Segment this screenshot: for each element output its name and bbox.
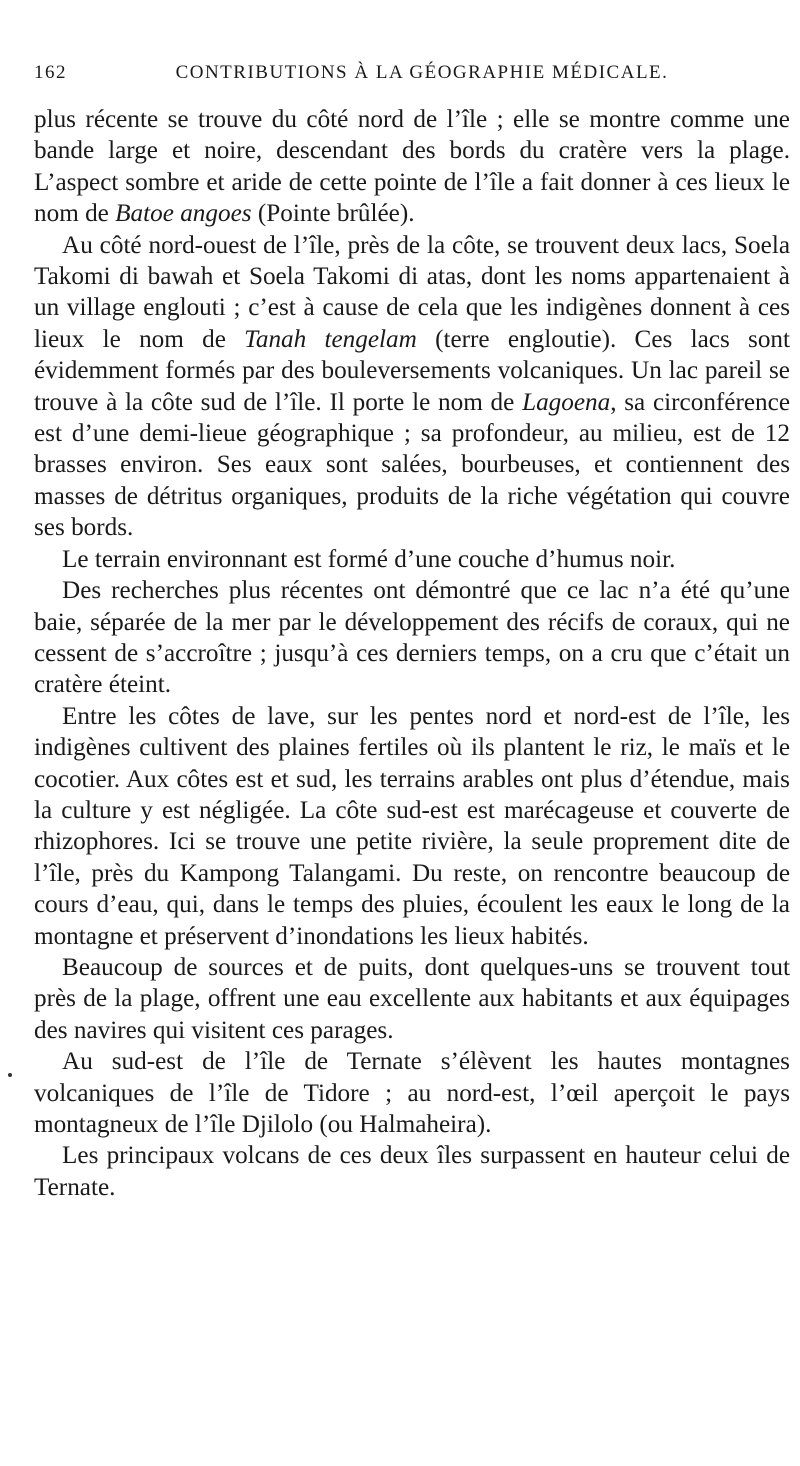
paragraph-5: Entre les côtes de lave, sur les pentes nord et nord-est de l’île, les indigènes cultivent des plaines fertiles où ils plantent le riz, le maïs et le cocotier. Aux côtes est et sud, les terrains arables ont plus d’étendue, mais la culture y est négligée. La côte sud-est est marécageuse et couverte de rhizophores. Ici se trouve une petite rivière, la seule proprement dite de l’île, près du Kampong Talangami. Du reste, on rencontre beaucoup de cours d’eau, qui, dans le temps des pluies, écoulent les eaux le long de la montagne et préservent d’inondations les lieux habités.: [34, 702, 790, 950]
running-head: CONTRIBUTIONS À LA GÉOGRAPHIE MÉDICALE.: [175, 62, 669, 83]
paragraph-6: Beaucoup de sources et de puits, dont quelques-uns se trouvent tout près de la plage, offrent une eau excellente aux habitants et aux équipages des navires qui visitent ces parages.: [34, 953, 790, 1044]
place-name-batoe-angoes: Batoe angoes: [115, 200, 252, 228]
body-text: [34, 104, 790, 1203]
paragraph-2: Au côté nord-ouest de l’île, près de la côte, se trouvent deux lacs, Soela Takomi di bawah et Soela Takomi di atas, dont les noms appartenaient à un village englouti ; c’est à cause de cela que les indigènes donnent à ces lieux le nom de Tanah tengelam (terre engloutie). Ces lacs sont évidemment formés par des bouleversements volcaniques. Un lac pareil se trouve à la côte sud de l’île. Il porte le nom de Lagoena, sa circonférence est d’une demi-lieue géographique ; sa profondeur, au milieu, est de 12 brasses environ. Ses eaux sont salées, bourbeuses, et contiennent des masses de détritus organiques, produits de la riche végétation qui couvre ses bords.: [34, 231, 791, 542]
paragraph-1: plus récente se trouve du côté nord de l’île ; elle se montre comme une bande large et noire, descendant des bords du cratère vers la plage. L’aspect sombre et aride de cette pointe de l’île a fait donner à ces lieux le nom de Batoe angoes (Pointe brûlée).: [34, 106, 790, 228]
page-header: [34, 62, 790, 92]
paragraph-3: Le terrain environnant est formé d’une couche d’humus noir.: [62, 545, 676, 573]
place-name-tanah-tengelam: Tanah tengelam: [244, 325, 417, 353]
page-number: 162: [34, 62, 67, 83]
paragraph-8: Les principaux volcans de ces deux îles surpassent en hauteur celui de Ternate.: [34, 1142, 790, 1201]
paragraph-4: Des recherches plus récentes ont démontré que ce lac n’a été qu’une baie, séparée de la mer par le développement des récifs de coraux, qui ne cessent de s’accroître ; jusqu’à ces derniers temps, on a cru que c’était un cratère éteint.: [34, 577, 790, 699]
book-page: [34, 62, 790, 1203]
margin-mark: [8, 1073, 12, 1077]
paragraph-7: Au sud-est de l’île de Ternate s’élèvent les hautes montagnes volcaniques de l’île de Tidore ; au nord-est, l’œil aperçoit le pays montagneux de l’île Djilolo (ou Halmaheira).: [34, 1048, 790, 1138]
place-name-lagoena: Lagoena: [522, 388, 611, 416]
